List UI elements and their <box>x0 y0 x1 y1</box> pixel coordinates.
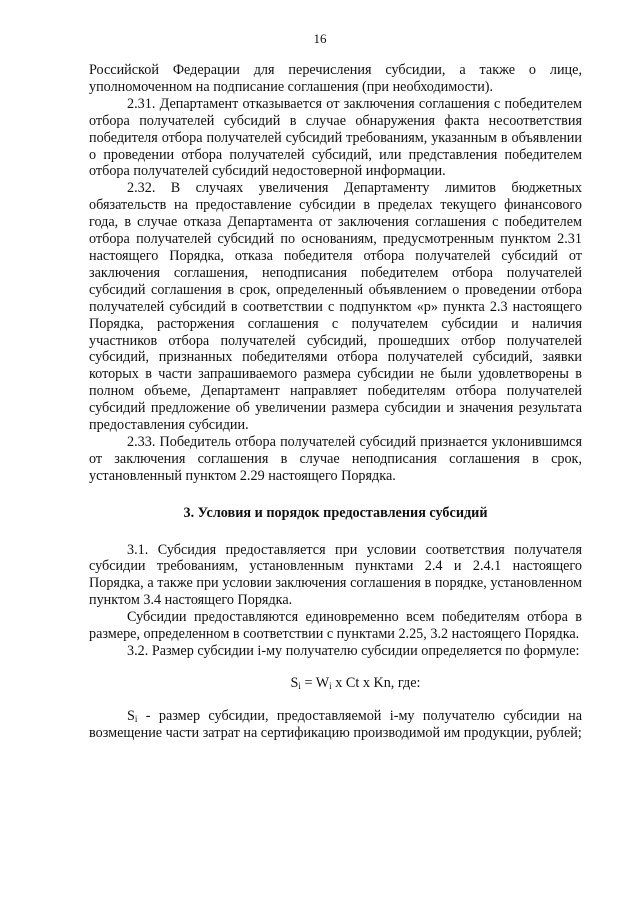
formula-s-subscript: i <box>298 680 301 691</box>
paragraph-3-2: 3.2. Размер субсидии i-му получателю субсидии определяется по формуле: <box>127 643 580 659</box>
definition-si <box>89 708 582 742</box>
section-heading: 3. Условия и порядок предоставления субсидий <box>183 504 488 521</box>
formula-rest: x Ct x Kn, где: <box>331 674 421 691</box>
formula-w: W <box>315 674 330 691</box>
document-body <box>89 62 582 742</box>
page-number: 16 <box>313 31 327 46</box>
paragraph-2-31: 2.31. Департамент отказывается от заключения соглашения с победителем отбора получателей субсидий в случае обнаружения факта несоответствия победителя отбора получателей субсидий требованиям, указанным в объявлении о проведении отбора получателей субсидий, или представления победителем отбора получателей субсидий недостоверной информации. <box>89 95 582 180</box>
definition-s-subscript: i <box>134 713 138 724</box>
formula-w-subscript: i <box>329 680 332 691</box>
paragraph-subsidies-lump-sum: Субсидии предоставляются единовременно всем победителям отбора в размере, определенном в соответствии с пунктами 2.25, 3.2 настоящего Порядка. <box>89 609 582 643</box>
paragraph-2-32: 2.32. В случаях увеличения Департаменту лимитов бюджетных обязательств на предоставление субсидии в пределах текущего финансового года, в случае отказа Департамента от заключения соглашения с победителем отбора получателей субсидий по основаниям, предусмотренным пунктом 2.31 настоящего Порядка, отказа победителя отбора получателей субсидий от заключения соглашения, неподписания победителем отбора получателей субсидий соглашения в срок, определенный объявлением о проведении отбора получателей субсидий в соответствии с подпунктом «р» пункта 2.3 настоящего Порядка, расторжения соглашения с получателем субсидии и наличия участников отбора получателей субсидий, прошедших отбор получателей субсидий, признанных победителями отбора получателей субсидий, заявки которых в части запрашиваемого размера субсидии не были удовлетворены в полном объеме, Департамент направляет победителям отбора получателей субсидий предложение об увеличении размера субсидии и значения результата предоставления субсидии. <box>89 180 582 434</box>
subsidy-formula <box>89 675 582 692</box>
paragraph-3-1: 3.1. Субсидия предоставляется при условии соответствия получателя субсидии требованиям, установленным пунктами 2.4 и 2.4.1 настоящего Порядка, а также при условии заключения соглашения в порядке, установленном пунктом 3.4 настоящего Порядка. <box>89 541 582 609</box>
paragraph-2-33: 2.33. Победитель отбора получателей субсидий признается уклонившимся от заключения соглашения в случае неподписания соглашения в срок, установленный пунктом 2.29 настоящего Порядка. <box>89 433 582 484</box>
definition-s: S <box>127 707 135 724</box>
definition-text: - размер субсидии, предоставляемой i-му получателю субсидии на возмещение части затрат на сертификацию производимой им продукции, рублей; <box>89 707 582 741</box>
formula-s: S <box>290 674 299 691</box>
paragraph-continuation: Российской Федерации для перечисления субсидии, а также о лице, уполномоченном на подписание соглашения (при необходимости). <box>89 62 582 95</box>
formula-equals: = <box>300 674 316 691</box>
